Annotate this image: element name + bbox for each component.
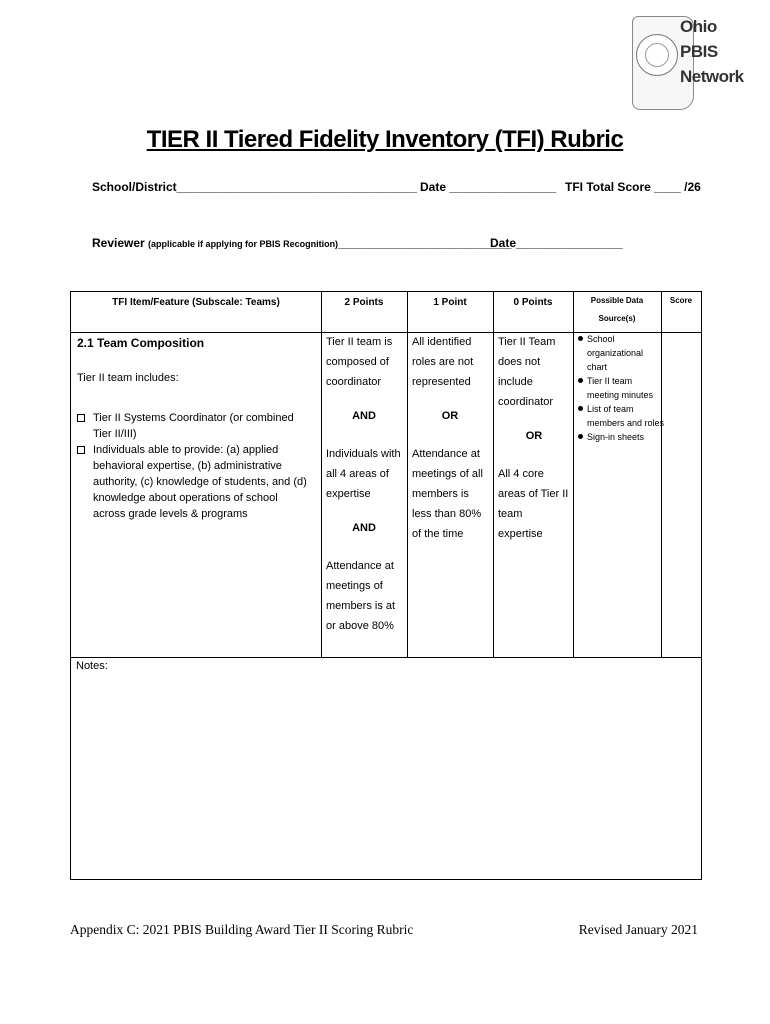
bullet-icon [578,336,583,341]
score-cell[interactable] [662,333,701,657]
rubric-table [70,291,702,880]
checklist-item: Individuals able to provide: (a) applied behavioral expertise, (b) administrative authority, (c) knowledge of students, and (d) knowledge about operations of school across grade levels & programs [77,442,313,522]
footer-left: Appendix C: 2021 PBIS Building Award Tier II Scoring Rubric [70,922,414,937]
item-subtitle: Tier II team includes: [77,372,179,384]
item-title: 2.1 Team Composition [77,336,205,350]
tfi-total-score-field: TFI Total Score ____ /26 [565,180,701,194]
source-item: Sign-in sheets [577,430,665,444]
checkbox-icon [77,414,85,422]
header-score: Score [669,296,693,305]
reviewer-line: __________________________ [338,236,512,250]
zero-points-cell: Tier II Team does not include coordinator OR All 4 core areas of Tier II team expertise [498,336,569,540]
school-district-field: School/District____________________________________ [92,180,417,194]
item-checklist [77,410,313,522]
ohio-pbis-network-logo [628,12,744,112]
two-points-cell: Tier II team is composed of coordinator AND Individuals with all 4 areas of expertise AND Attendance at meetings of members is at or above 80% [326,336,401,632]
bullet-icon [578,378,583,383]
source-item: School organizational chart [577,332,665,374]
header-data-sources: Possible Data Source(s) [590,296,644,323]
header-zero-points: 0 Points [513,297,553,308]
one-point-cell: All identified roles are not represented OR Attendance at meetings of all members is less than 80% of the time [412,336,483,540]
header-two-points: 2 Points [344,297,384,308]
header-one-point: 1 Point [433,297,467,308]
notes-label: Notes: [76,660,108,672]
reviewer-field [92,236,512,250]
seal-icon [636,34,678,76]
checkbox-icon [77,446,85,454]
logo-text: Ohio PBIS Network [680,17,744,86]
source-item: Tier II team meeting minutes [577,374,665,402]
reviewer-note: (applicable if applying for PBIS Recognition) [148,239,339,249]
source-item: List of team members and roles [577,402,665,430]
reviewer-label: Reviewer [92,236,145,250]
bullet-icon [578,406,583,411]
page-title: TIER II Tiered Fidelity Inventory (TFI) Rubric [146,126,624,153]
reviewer-date-field: Date________________ [490,236,623,250]
data-sources-cell [577,332,665,444]
header-item: TFI Item/Feature (Subscale: Teams) [112,297,280,308]
footer-right: Revised January 2021 [578,922,698,937]
notes-area[interactable] [72,658,700,878]
checklist-item: Tier II Systems Coordinator (or combined Tier II/III) [77,410,313,442]
bullet-icon [578,434,583,439]
date-field: Date ________________ [420,180,557,194]
